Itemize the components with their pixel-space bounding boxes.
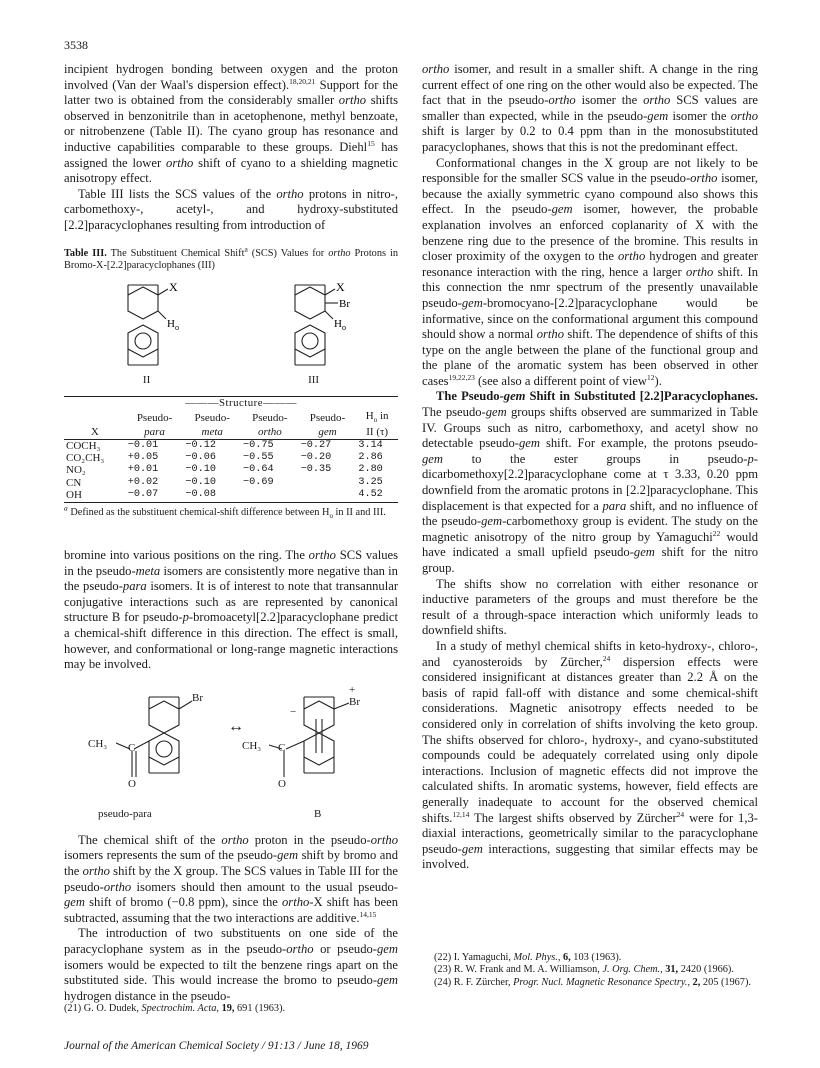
paragraph: The shifts show no correlation with either resonance or inductive parameters of the groups and must therefore be the result of a through-space interaction which uniformly leads to downfield shifts. bbox=[422, 576, 758, 638]
footnote-21: (21) G. O. Dudek, Spectrochim. Acta, 19, 691 (1963). bbox=[64, 1003, 286, 1014]
paragraph: In a study of methyl chemical shifts in keto-hydroxy-, chloro-, and cyanosteroids by Zürcher,$^{24}$ dispersion effects were considered insignificant at distances greater than 2.2 Å on the basis of rapid fall-off with distance and some chemical-shift considerations. Magnetic anisotropy effects needed to be considered only in correlation of shifts involving the keto group. The shifts observed for chloro-, hydroxy-, and cyano-substituted compounds could be adequately correlated using only dipole interactions. Inclusion of magnetic effects did not improve the calculated shifts. In aromatic systems, however, field effects are generally inadequate to account for the observed chemical shifts.$^{12,14}$ The largest shifts observed by Zürcher$^{24}$ were for 1,3-diaxial interactions, geometrically similar to the paracyclophane pseudo-gem interactions, suggesting that similar effects may be involved. bbox=[422, 638, 759, 872]
table-row: CN +0.02 −0.10 −0.69 3.25 bbox=[66, 476, 383, 489]
resonance-scheme: Br CH₃ C O ↔ − + Br CH₃ C O pseudo-para B bbox=[64, 679, 398, 829]
label-II: II bbox=[142, 373, 151, 386]
paragraph: incipient hydrogen bonding between oxygen and the proton involved (Van der Waal's dispersion effect).$^{18,20,21}$ Support for the latter two is obtained from the considerably smaller ortho shifts observed in benzonitrile than in acetophenone, methyl benzoate, or nitrobenzene (Table II). The cyano group has resonance and inductive capabilities comparable to these groups. Diehl$^{15}$ has assigned the lower ortho shift of cyano to a shielding magnetic anisotropy effect. bbox=[64, 62, 398, 186]
table-row: CO₂CH₃ +0.05 −0.06 −0.55 −0.20 2.86 bbox=[66, 451, 383, 464]
right-column bbox=[422, 62, 758, 873]
paragraph: Table III lists the SCS values of the ortho protons in nitro-, carbomethoxy-, acetyl-, and hydroxy-substituted [2.2]paracyclophanes resulting from introduction of bbox=[64, 186, 398, 232]
svg-text:Ho: $H_o$ bbox=[333, 317, 346, 332]
svg-text:X: X bbox=[168, 279, 178, 294]
paragraph: bromine into various positions on the ring. The ortho SCS values in the pseudo-meta isomers are consistently more negative than in the pseudo-para isomers. It is of interest to note that transannular conjugative interactions such as are represented by canonical structure B for pseudo-p-bromoacetyl[2.2]paracyclophane predict a chemical-shift difference in this direction. The effect is small, however, and conformational or long-range magnetic interactions may be involved. bbox=[64, 548, 399, 672]
label-B: B bbox=[314, 807, 322, 820]
structure-labels bbox=[64, 373, 398, 389]
left-column bbox=[64, 62, 398, 1004]
structure-II bbox=[93, 277, 203, 373]
journal-footer: Journal of the American Chemical Society / 91:13 / June 18, 1969 bbox=[64, 1040, 369, 1052]
page-number: 3538 bbox=[64, 38, 88, 52]
table-row: NO₂ +0.01 −0.10 −0.64 −0.35 2.80 bbox=[66, 464, 383, 477]
paragraph: Conformational changes in the X group are not likely to be responsible for the smaller SCS value in the pseudo-ortho isomer, because the axially symmetric cyano compound also shows this effect. In the pseudo-gem isomer, however, the probable explanation involves an enforced coplanarity of X with the benzene ring due to the presence of the bromine. This results in closer proximity of the oxygen to the ortho hydrogen and greater resonance interaction with the ring, hence a larger ortho shift. In this connection the nmr spectrum of the presently unavailable pseudo-gem-bromocyano-[2.2]paracyclophane would be informative, since on the conformational argument this compound should show a normal ortho shift. The dependence of shifts of this type on the angle between the plane of the functional group and the plane of the aromatic system has been observed in other cases$^{19,22,23}$ (see also a different point of view$^{12}$). bbox=[422, 155, 758, 388]
structure-header: ———Structure——— bbox=[185, 397, 297, 410]
table-row: OH −0.07 −0.08 4.52 bbox=[64, 489, 398, 502]
svg-text:Br: Br bbox=[338, 297, 350, 310]
label-pseudo-para: pseudo-para bbox=[98, 807, 152, 820]
svg-text:X: X bbox=[335, 279, 345, 294]
svg-text:Ho: $H_o$ bbox=[166, 317, 179, 332]
footnote-24: (24) R. F. Zürcher, Progr. Nucl. Magnetic Resonance Spectry., 2, 205 (1967). bbox=[434, 976, 751, 988]
table-row: COCH₃ −0.01 −0.12 −0.75 −0.27 3.14 bbox=[66, 439, 383, 452]
footnote-22: (22) I. Yamaguchi, Mol. Phys., 6, 103 (1963). bbox=[434, 952, 622, 963]
table-caption: Table III. The Substituent Chemical Shift$^a$ (SCS) Values for ortho Protons in Bromo-X-[2.2]paracyclophanes (III) bbox=[64, 244, 398, 272]
paragraph: The chemical shift of the ortho proton in the pseudo-ortho isomers represents the sum of the pseudo-gem shift by bromo and the ortho shift by the X group. The SCS values in Table III for the pseudo-ortho isomers should then amount to the usual pseudo-gem shift of bromo (−0.8 ppm), since the ortho-X shift has been subtracted, assuming that the two interactions are additive.$^{14,15}$ bbox=[64, 832, 398, 925]
resonance-arrow: ↔ bbox=[228, 717, 244, 735]
scs-table: ———Structure——— Pseudo- Pseudo- Pseudo- Pseudo- $H_o$ in X para meta ortho gem II (τ) COCH₃ −0.01 −0.12 −0.75 −0.27 3.14 CO₂CH₃ +0.05 −0.06 −0.55 −0.20 2.86 NO₂ +0.01 −0.10 −0.64 −0.35 2.80 CN +0.02 −0.10 −0.69 3.25 OH −0.07 −0.08 4.52 bbox=[64, 396, 398, 502]
label-III: III bbox=[308, 373, 320, 386]
footnotes-right bbox=[422, 952, 758, 989]
section-paragraph: The Pseudo-gem Shift in Substituted [2.2]Paracyclophanes. The pseudo-gem groups shifts observed are summarized in Table IV. Groups such as nitro, carbomethoxy, and acetyl show no detectable pseudo-gem shift. For example, the protons pseudo-gem to the ester groups in pseudo-p-dicarbomethoxy[2.2]paracyclophane come at τ 3.33, 0.20 ppm downfield from the aromatic protons in [2.2]paracyclophane. This displacement is that expected for a para shift, and no influence of the pseudo-gem-carbomethoxy group is evident. The study on the magnetic anisotropy of the nitro group by Yamaguchi$^{22}$ would have indicated a small upfield pseudo-gem shift for the nitro group. bbox=[422, 389, 759, 575]
table-footnote: $^a$ Defined as the substituent chemical-shift difference between $H_o$ in II and III. bbox=[64, 503, 386, 520]
paragraph: The introduction of two substituents on one side of the paracyclophane system as in the pseudo-ortho or pseudo-gem isomers would be expected to tilt the benzene rings apart on the substituted side. This would increase the bromo to pseudo-gem hydrogen distance in the pseudo- bbox=[64, 926, 398, 1003]
footnote-23: (23) R. W. Frank and M. A. Williamson, J. Org. Chem., 31, 2420 (1966). bbox=[434, 964, 734, 976]
structure-III bbox=[260, 277, 370, 373]
structure-diagrams bbox=[64, 277, 398, 373]
paragraph: ortho isomer, and result in a smaller shift. A change in the ring current effect of one ring on the other would also be expected. The fact that in the pseudo-ortho isomer the ortho SCS values are smaller than expected, while in the pseudo-gem isomer the ortho shift is larger by 0.2 to 0.4 ppm than in the monosubstituted paracyclophanes, shows that this is not the predominant effect. bbox=[422, 62, 759, 154]
